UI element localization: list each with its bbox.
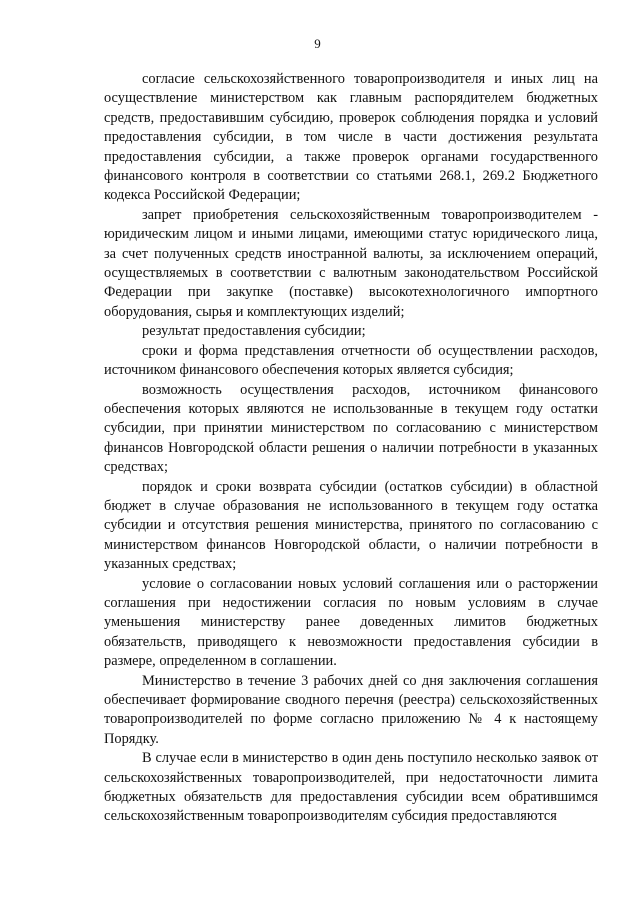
paragraph-reporting-terms: сроки и форма представления отчетности об осуществлении расходов, источником финансового обеспечения которых является субсидия; bbox=[104, 342, 598, 379]
paragraph-unused-balance-spending: возможность осуществления расходов, источником финансового обеспечения которых являются не использованные в текущем году остатки субсидии, при принятии министерством по согласованию с министерством финансов Новгородской области решения о наличии потребности в указанных средствах; bbox=[104, 381, 598, 476]
paragraph-multiple-applications: В случае если в министерство в один день поступило несколько заявок от сельскохозяйственных товаропроизводителей, при недостаточности лимита бюджетных обязательств для предоставления субсидии всем обратившимся сельскохозяйственным товаропроизводителям субсидия предоставляются bbox=[104, 750, 598, 825]
paragraph-foreign-currency-ban: запрет приобретения сельскохозяйственным товаропроизводителем - юридическим лицом и иными лицами, имеющими статус юридического лица, за счет полученных средств иностранной валюты, за исключением операций, осуществляемых в соответствии с валютным законодательством Российской Федерации при закупке (поставке) высокотехнологичного импортного оборудования, сырья и комплектующих изделий; bbox=[104, 206, 598, 320]
paragraph-agreement-renegotiation: условие о согласовании новых условий соглашения или о расторжении соглашения при недостижении согласия по новым условиям в случае уменьшения министерству ранее доведенных лимитов бюджетных обязательств, приводящего к невозможности предоставления субсидии в размере, определенном в соглашении. bbox=[104, 575, 598, 670]
paragraph-consent-to-audits: согласие сельскохозяйственного товаропроизводителя и иных лиц на осуществление министерством как главным распорядителем бюджетных средств, предоставившим субсидию, проверок соблюдения порядка и условий предоставления субсидии, в том числе в части достижения результата предоставления субсидии, а также проверок органами государственного финансового контроля в соответствии со статьями 268.1, 269.2 Бюджетного кодекса Российской Федерации; bbox=[104, 71, 598, 204]
paragraph-return-procedure: порядок и сроки возврата субсидии (остатков субсидии) в областной бюджет в случае образования не использованного в текущем году остатка субсидии и отсутствия решения министерства, принятого по согласованию с министерством финансов Новгородской области, о наличии потребности в указанных средствах; bbox=[104, 478, 598, 573]
paragraph-subsidy-result: результат предоставления субсидии; bbox=[142, 323, 366, 340]
page-number: 9 bbox=[314, 36, 321, 51]
paragraph-registry-formation: Министерство в течение 3 рабочих дней со дня заключения соглашения обеспечивает формирование сводного перечня (реестра) сельскохозяйственных товаропроизводителей по форме согласно приложению № 4 к настоящему Порядку. bbox=[104, 672, 598, 747]
document-body bbox=[104, 70, 598, 827]
